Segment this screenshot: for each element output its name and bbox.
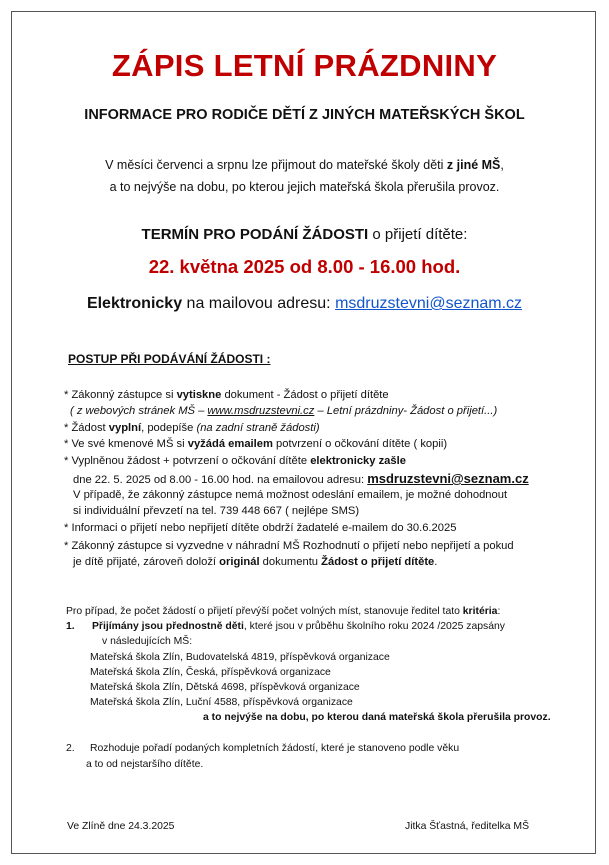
electronic-line: Elektronicky na mailovou adresu: msdruzstevni@seznam.cz xyxy=(86,295,523,312)
intro-line-1: V měsíci červenci a srpnu lze přijmout do mateřské školy děti z jiné MŠ, xyxy=(105,158,504,172)
procedure-item-vaccination: * Ve své kmenové MŠ si vyžádá emailem potvrzení o očkování dítěte ( kopii) xyxy=(64,438,448,450)
criteria-2-number: 2. xyxy=(66,743,75,754)
criteria-intro: Pro případ, že počet žádostí o přijetí převýší počet volných míst, stanovuje ředitel tato kritéria: xyxy=(66,606,501,617)
school-item: Mateřská škola Zlín, Budovatelská 4819, příspěvková organizace xyxy=(90,652,390,663)
procedure-item-print: * Zákonný zástupce si vytiskne dokument - Žádost o přijetí dítěte xyxy=(64,389,389,401)
procedure-item-fill: * Žádost vyplní, podepíše (na zadní straně žádosti) xyxy=(64,422,320,434)
criteria-1-note: a to nejvýše na dobu, po kterou daná mateřská škola přerušila provoz. xyxy=(203,712,551,723)
school-item: Mateřská škola Zlín, Dětská 4698, příspěvková organizace xyxy=(90,682,360,693)
page-title: ZÁPIS LETNÍ PRÁZDNINY xyxy=(111,48,498,83)
procedure-item-send: * Vyplněnou žádost + potvrzení o očkování dítěte elektronicky zašle xyxy=(64,455,406,467)
page-subtitle: INFORMACE PRO RODIČE DĚTÍ Z JINÝCH MATEŘSKÝCH ŠKOL xyxy=(84,107,525,123)
footer-date: Ve Zlíně dne 24.3.2025 xyxy=(67,821,175,832)
procedure-item-info: * Informaci o přijetí nebo nepřijetí dítěte obdrží žadatelé e-mailem do 30.6.2025 xyxy=(64,522,457,534)
procedure-item-alt-2: si individuální převzetí na tel. 739 448 667 ( nejlépe SMS) xyxy=(73,505,360,517)
procedure-heading: POSTUP PŘI PODÁVÁNÍ ŽÁDOSTI : xyxy=(68,352,271,366)
criteria-2-line-1: Rozhoduje pořadí podaných kompletních žádostí, které je stanoveno podle věku xyxy=(90,743,460,754)
procedure-item-source: ( z webových stránek MŠ – www.msdruzstevni.cz – Letní prázdniny- Žádost o přijetí...) xyxy=(70,405,498,417)
criteria-1-number: 1. xyxy=(66,621,75,632)
procedure-item-original: je dítě přijaté, zároveň doloží originál dokumentu Žádost o přijetí dítěte. xyxy=(73,556,438,568)
deadline-heading: TERMÍN PRO PODÁNÍ ŽÁDOSTI o přijetí dítěte: xyxy=(141,226,468,243)
procedure-item-alt-1: V případě, že zákonný zástupce nemá možnost odeslání emailem, je možné dohodnout xyxy=(73,489,508,501)
criteria-1-text: Přijímány jsou přednostně děti, které jsou v průběhu školního roku 2024 /2025 zapsány xyxy=(92,621,505,632)
intro-line-2: a to nejvýše na dobu, po kterou jejich mateřská škola přerušila provoz. xyxy=(109,180,500,194)
footer-signature: Jitka Šťastná, ředitelka MŠ xyxy=(405,821,530,832)
deadline-date: 22. května 2025 od 8.00 - 16.00 hod. xyxy=(148,256,461,277)
procedure-email-link[interactable]: msdruzstevni@seznam.cz xyxy=(367,471,529,486)
school-item: Mateřská škola Zlín, Luční 4588, příspěvková organizace xyxy=(90,697,353,708)
criteria-2-line-2: a to od nejstaršího dítěte. xyxy=(86,759,204,770)
website-link[interactable]: www.msdruzstevni.cz xyxy=(207,405,315,417)
procedure-item-send-date: dne 22. 5. 2025 od 8.00 - 16.00 hod. na emailovou adresu: msdruzstevni@seznam.cz xyxy=(73,471,529,486)
email-link[interactable]: msdruzstevni@seznam.cz xyxy=(335,295,523,312)
procedure-item-pickup: * Zákonný zástupce si vyzvedne v náhradní MŠ Rozhodnutí o přijetí nebo nepřijetí a pokud xyxy=(64,540,514,552)
criteria-1-line-2: v následujících MŠ: xyxy=(102,636,193,647)
school-item: Mateřská škola Zlín, Česká, příspěvková organizace xyxy=(90,667,331,678)
